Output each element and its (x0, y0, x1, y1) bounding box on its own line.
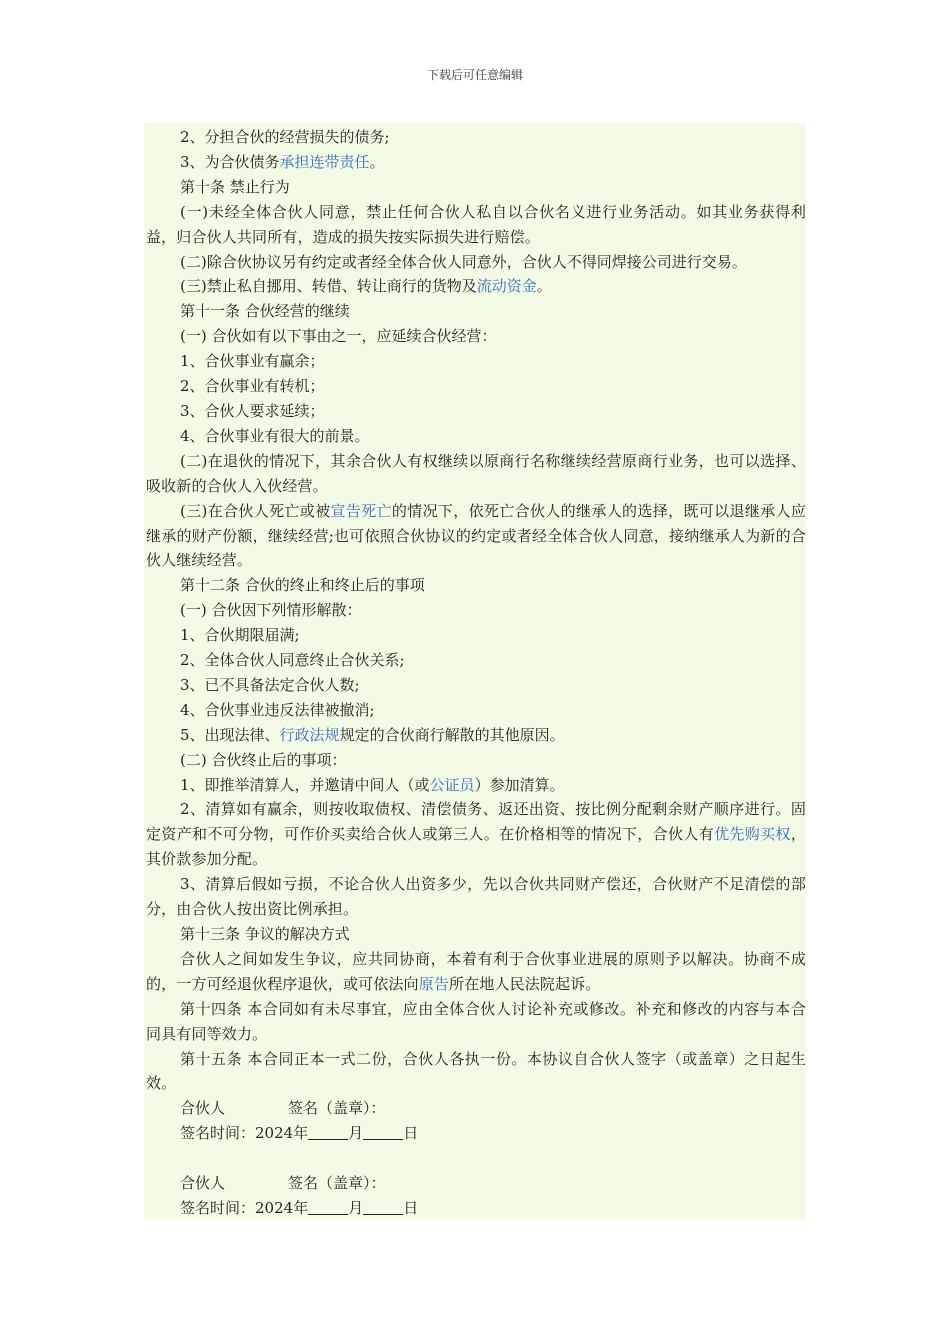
article-12-step-1: 1、即推举清算人，并邀请中间人（或公证员）参加清算。 (180, 775, 565, 794)
article-11-item-1: 1、合伙事业有赢余； (180, 352, 325, 371)
link-declared-dead[interactable]: 宣告死亡 (330, 501, 392, 520)
sign-label: 签名（盖章）： (288, 1099, 386, 1118)
article-12-title: 第十二条 合伙的终止和终止后的事项 (180, 576, 425, 595)
article-11-item-4: 4、合伙事业有很大的前景。 (180, 426, 370, 445)
article-12-step-2: 2、清算如有赢余，则按收取债权、清偿债务、返还出资、按比例分配剩余财产顺序进行。固定资产和不可分物，可作价买卖给合伙人或第三人。在价格相等的情况下，合伙人有优先购买权，其价款参加分配。 (146, 800, 806, 869)
article-12-item-5: 5、出现法律、行政法规规定的合伙商行解散的其他原因。 (180, 725, 565, 744)
article-11-clause-1: (一) 合伙如有以下事由之一，应延续合伙经营： (180, 327, 497, 346)
link-joint-liability[interactable]: 承担连带责任 (279, 152, 370, 171)
article-11-item-3: 3、合伙人要求延续； (180, 401, 325, 420)
article-11-clause-3: (三)在合伙人死亡或被宣告死亡的情况下，依死亡合伙人的继承人的选择，既可以退继承人应继承的财产份额，继续经营;也可依照合伙协议的约定或者经全体合伙人同意，接纳继承人为新的合伙人继续经营。 (146, 501, 806, 570)
article-12-clause-2: (二) 合伙终止后的事项： (180, 750, 347, 769)
link-plaintiff[interactable]: 原告 (418, 974, 450, 993)
article-10-title: 第十条 禁止行为 (180, 177, 290, 196)
article-12-clause-1: (一) 合伙因下列情形解散： (180, 601, 362, 620)
year-value: 2024 (255, 1198, 294, 1217)
article-10-clause-3: (三)禁止私自挪用、转借、转让商行的货物及流动资金。 (180, 277, 552, 296)
article-12-item-2: 2、全体合伙人同意终止合伙关系; (180, 651, 405, 670)
signature-block-2: 合伙人 签名（盖章）： 签名时间：2024年 月 日 (146, 1171, 806, 1221)
month-blank[interactable] (308, 1125, 348, 1140)
link-working-capital[interactable]: 流动资金 (476, 277, 537, 296)
sign-label: 签名（盖章）： (288, 1174, 386, 1193)
article-15: 第十五条 本合同正本一式二份，合伙人各执一份。本协议自合伙人签字（或盖章）之日起生效。 (146, 1049, 806, 1093)
article-12-item-3: 3、已不具备法定合伙人数; (180, 675, 360, 694)
article-13-title: 第十三条 争议的解决方式 (180, 925, 350, 943)
article-10-clause-2: (二)除合伙协议另有约定或者经全体合伙人同意外，合伙人不得同焊接公司进行交易。 (180, 252, 747, 271)
month-blank[interactable] (308, 1200, 348, 1215)
day-blank[interactable] (363, 1200, 403, 1215)
article-12-item-4: 4、合伙事业违反法律被撤消; (180, 700, 375, 719)
link-administrative-regulations[interactable]: 行政法规 (279, 725, 340, 744)
article-12-step-3: 3、清算后假如亏损，不论合伙人出资多少，先以合伙共同财产偿还，合伙财产不足清偿的部分，由合伙人按出资比例承担。 (146, 875, 806, 919)
date-label: 签名时间： (180, 1124, 256, 1143)
link-preemptive-right[interactable]: 优先购买权 (714, 825, 791, 844)
contract-body (144, 123, 806, 1220)
item-joint-liability: 3、为合伙债务承担连带责任。 (180, 152, 385, 171)
item-share-loss: 2、分担合伙的经营损失的债务; (180, 128, 390, 146)
page-header: 下载后可任意编辑 (426, 68, 523, 82)
partner-label: 合伙人 (180, 1174, 226, 1193)
year-value: 2024 (255, 1124, 294, 1143)
date-label: 签名时间： (180, 1198, 256, 1217)
article-13-clause: 合伙人之间如发生争议，应共同协商，本着有利于合伙事业进展的原则予以解决。协商不成的，一方可经退伙程序退伙，或可依法向原告所在地人民法院起诉。 (146, 949, 806, 993)
article-11-title: 第十一条 合伙经营的继续 (180, 302, 350, 321)
article-14: 第十四条 本合同如有未尽事宜，应由全体合伙人讨论补充或修改。补充和修改的内容与本合同具有同等效力。 (146, 999, 806, 1043)
spacer (146, 1146, 806, 1171)
signature-block-1: 合伙人 签名（盖章）： 签名时间：2024年 月 日 (146, 1096, 806, 1146)
article-11-clause-2: (二)在退伙的情况下，其余合伙人有权继续以原商行名称继续经营原商行业务，也可以选择、吸收新的合伙人入伙经营。 (146, 451, 806, 495)
article-10-clause-1: (一)未经全体合伙人同意，禁止任何合伙人私自以合伙名义进行业务活动。如其业务获得利益，归合伙人共同所有，造成的损失按实际损失进行赔偿。 (146, 202, 806, 246)
partner-label: 合伙人 (180, 1099, 226, 1118)
day-blank[interactable] (363, 1125, 403, 1140)
article-11-item-2: 2、合伙事业有转机； (180, 377, 325, 396)
link-notary[interactable]: 公证员 (429, 775, 475, 794)
article-12-item-1: 1、合伙期限届满; (180, 626, 300, 645)
